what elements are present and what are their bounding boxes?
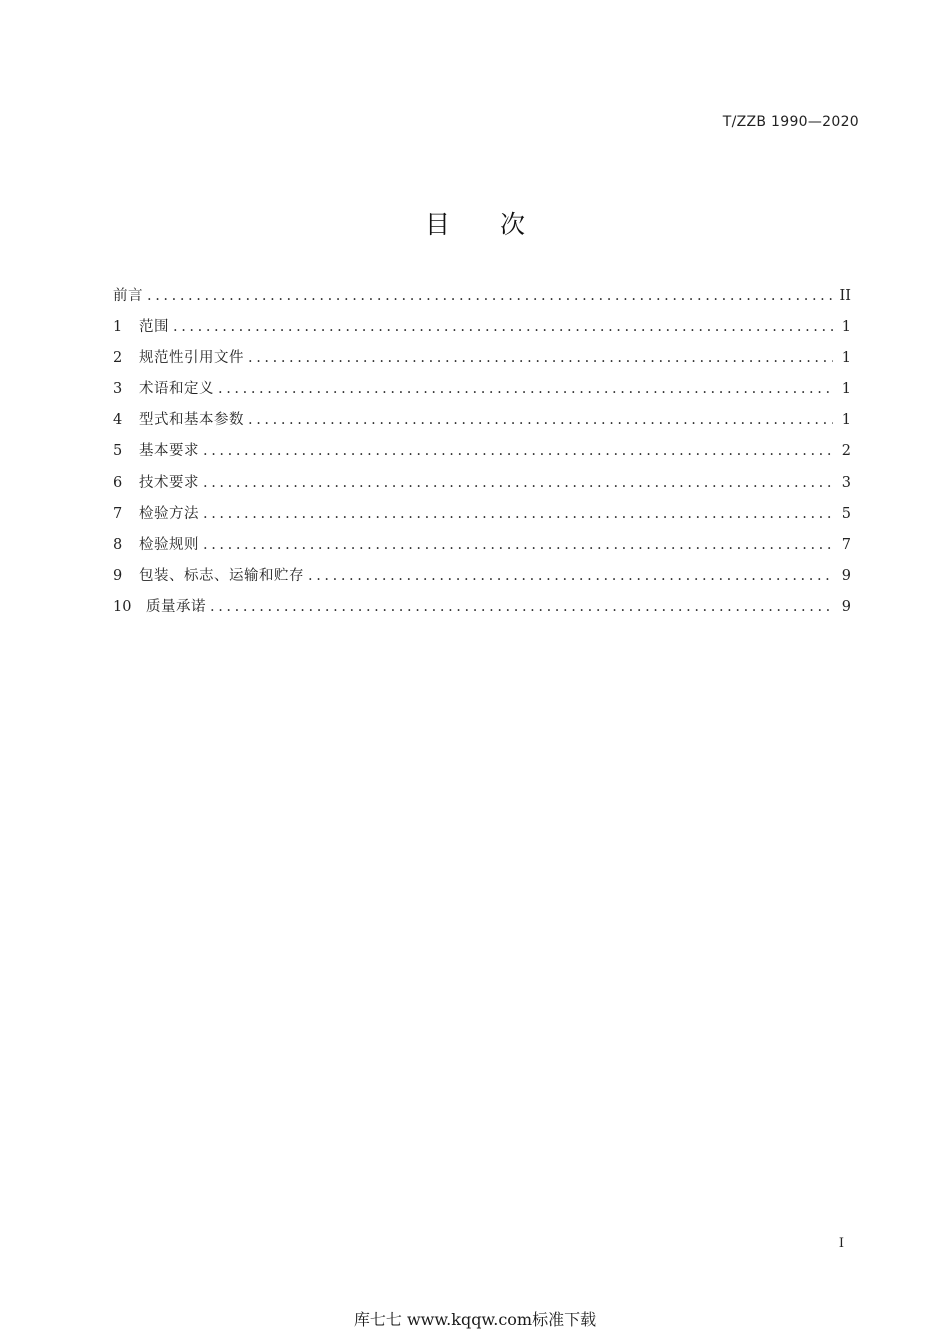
toc-leader-dots bbox=[248, 412, 833, 428]
toc-entry-page: 1 bbox=[841, 319, 851, 336]
toc-entry-label: 术语和定义 bbox=[139, 381, 214, 398]
toc-entry-page: 7 bbox=[841, 536, 851, 553]
toc-leader-dots bbox=[203, 475, 833, 491]
toc-leader-dots bbox=[210, 599, 833, 615]
toc-entry-page: 9 bbox=[841, 567, 851, 584]
toc-entry-number: 5 bbox=[113, 443, 123, 460]
toc-leader-dots bbox=[203, 537, 833, 553]
toc-leader-dots bbox=[218, 381, 833, 397]
toc-entry-foreword[interactable] bbox=[113, 284, 851, 315]
toc-leader-dots bbox=[173, 319, 833, 335]
toc-entry-number: 2 bbox=[113, 350, 123, 367]
toc-entry-number: 9 bbox=[113, 567, 123, 584]
toc-entry-number: 7 bbox=[113, 505, 123, 522]
toc-entry-4[interactable] bbox=[113, 408, 851, 439]
toc-entry-label: 技术要求 bbox=[139, 474, 199, 491]
toc-entry-page: 5 bbox=[841, 505, 851, 522]
footer-watermark: 库七七 www.kqqw.com标准下载 bbox=[353, 1310, 597, 1329]
toc-entry-8[interactable] bbox=[113, 533, 851, 564]
toc-entry-page: 3 bbox=[841, 474, 851, 491]
toc-leader-dots bbox=[203, 443, 833, 459]
document-code: T/ZZB 1990—2020 bbox=[722, 114, 859, 130]
toc-entry-6[interactable] bbox=[113, 471, 851, 502]
toc-entry-2[interactable] bbox=[113, 346, 851, 377]
toc-leader-dots bbox=[248, 350, 833, 366]
toc-entry-9[interactable] bbox=[113, 564, 851, 595]
toc-entry-7[interactable] bbox=[113, 502, 851, 533]
toc-entry-number: 3 bbox=[113, 381, 123, 398]
page-number: I bbox=[838, 1236, 844, 1251]
toc-entry-1[interactable] bbox=[113, 315, 851, 346]
toc-entry-label: 型式和基本参数 bbox=[139, 412, 244, 429]
toc-entry-label: 规范性引用文件 bbox=[139, 350, 244, 367]
toc-entry-page: 1 bbox=[841, 381, 851, 398]
toc-entry-page: 9 bbox=[841, 598, 851, 615]
title-char-1: 目 bbox=[424, 210, 450, 239]
toc-entry-page: II bbox=[839, 288, 851, 304]
toc-entry-label: 质量承诺 bbox=[146, 598, 206, 615]
toc-leader-dots bbox=[308, 568, 833, 584]
title-char-2: 次 bbox=[500, 210, 526, 239]
toc-entry-number: 1 bbox=[113, 319, 123, 336]
toc-entry-number: 6 bbox=[113, 474, 123, 491]
toc-entry-page: 2 bbox=[841, 443, 851, 460]
toc-entry-label: 范围 bbox=[139, 319, 169, 336]
toc-entry-label: 包装、标志、运输和贮存 bbox=[139, 567, 304, 584]
toc-leader-dots bbox=[203, 506, 833, 522]
toc-entry-10[interactable] bbox=[113, 595, 851, 626]
page-title bbox=[0, 205, 950, 241]
toc-entry-label: 前言 bbox=[113, 288, 143, 304]
toc-entry-label: 检验规则 bbox=[139, 536, 199, 553]
table-of-contents bbox=[113, 284, 851, 626]
toc-leader-dots bbox=[147, 288, 833, 304]
toc-entry-label: 基本要求 bbox=[139, 443, 199, 460]
toc-entry-label: 检验方法 bbox=[139, 505, 199, 522]
toc-entry-number: 8 bbox=[113, 536, 123, 553]
toc-entry-page: 1 bbox=[841, 350, 851, 367]
toc-entry-3[interactable] bbox=[113, 377, 851, 408]
toc-entry-number: 4 bbox=[113, 412, 123, 429]
toc-entry-page: 1 bbox=[841, 412, 851, 429]
toc-entry-5[interactable] bbox=[113, 439, 851, 470]
toc-entry-number: 10 bbox=[113, 598, 132, 615]
